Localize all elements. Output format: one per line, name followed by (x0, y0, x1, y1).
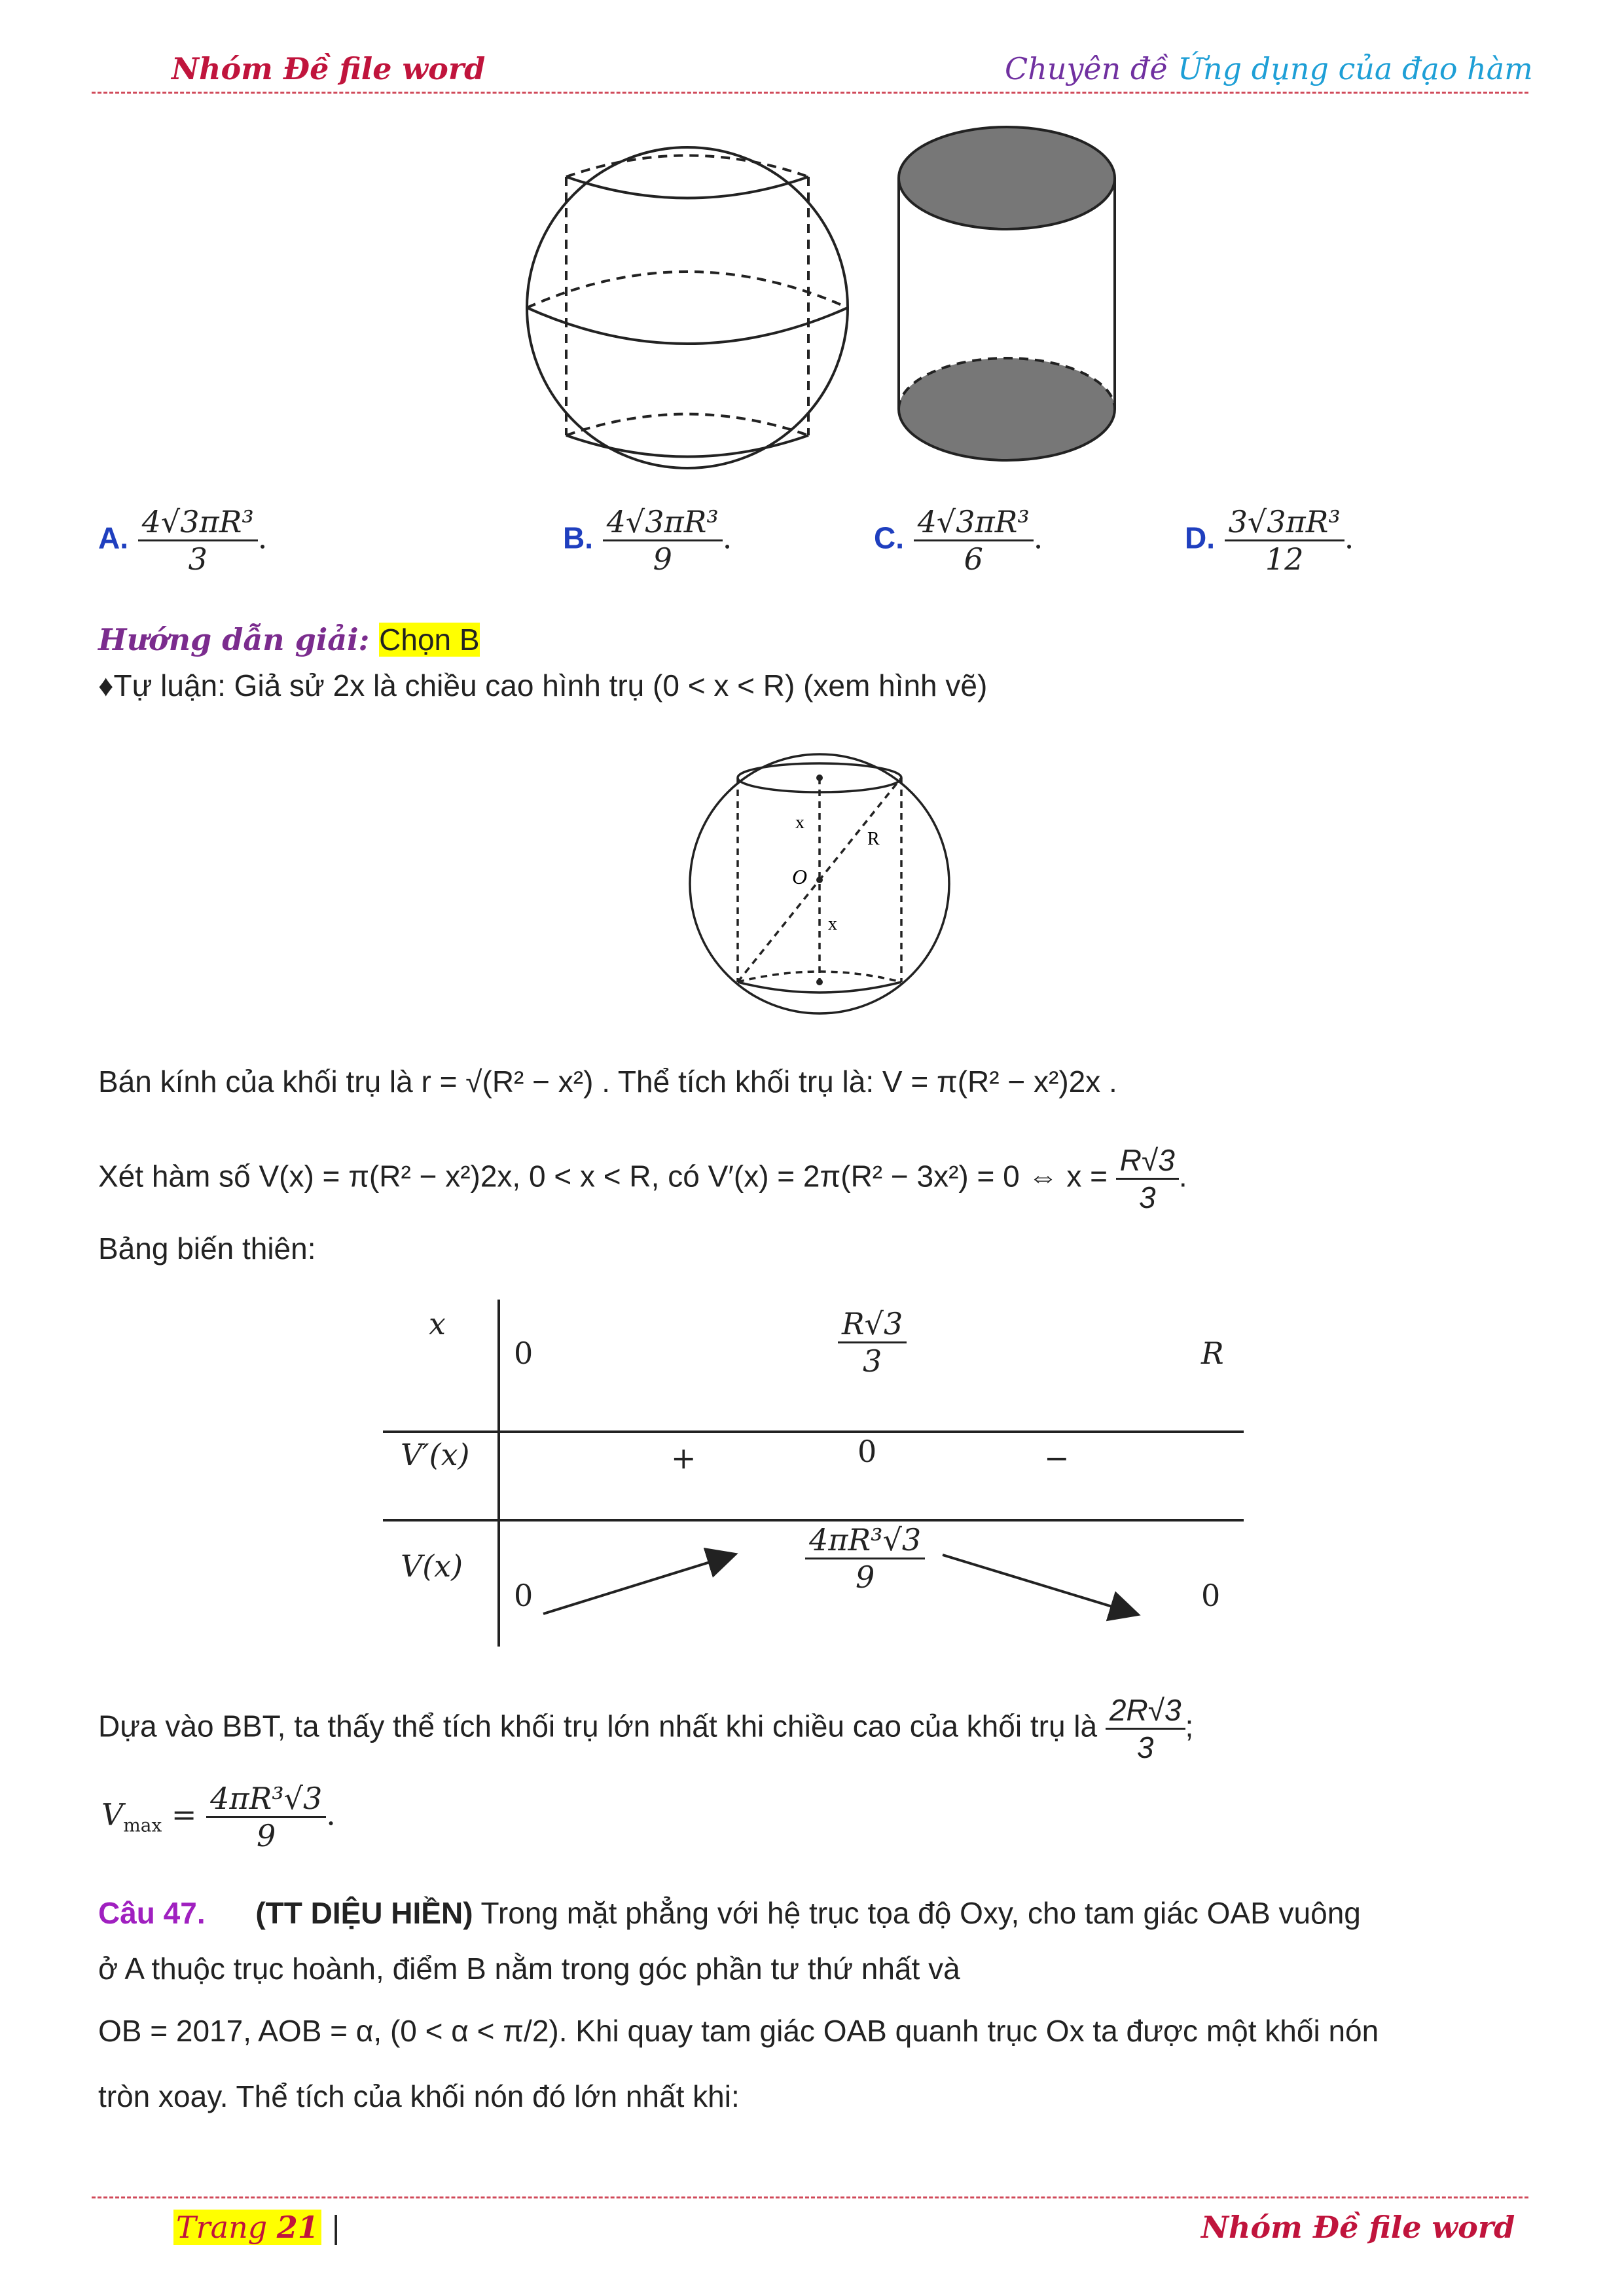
cylinder-top-front (566, 177, 808, 198)
conclusion-text: Dựa vào BBT, ta thấy thể tích khối trụ lớn nhất khi chiều cao của khối trụ là (98, 1709, 1098, 1743)
equator-front (527, 308, 848, 344)
table-x-0: 0 (514, 1336, 533, 1371)
solution-line-3: Xét hàm số V(x) = π(R² − x²)2x, 0 < x < R, có V′(x) = 2π(R² − 3x²) = 0 ⇔ x = $\frac{R√3}{3}$ . (98, 1143, 1187, 1214)
cylinder-bottom-front (566, 435, 808, 457)
vmax-line: $V_{max}$ = $\frac{\text{4πR³√3}}{9}$ . (101, 1781, 336, 1853)
solution-diagram (681, 746, 956, 1021)
option-denominator: 12 (1265, 541, 1304, 577)
diagram-label-r: R (867, 829, 880, 849)
table-x-r: R (1201, 1336, 1224, 1371)
shaded-cylinder-bottom-front (899, 409, 1115, 460)
option-d[interactable]: D. $\frac{\text{3√3πR³}}{12}$ . (1185, 504, 1354, 577)
diagram-top-center (816, 774, 823, 781)
sphere-cylinder-figure (497, 105, 1165, 517)
vmax-num: 4πR³√3 (206, 1781, 326, 1818)
question-number: Câu 47. (98, 1896, 206, 1930)
diagram-label-x-bottom: x (828, 914, 837, 934)
option-numerator: 4√3πR³ (138, 504, 258, 541)
diagram-center-o (816, 877, 823, 883)
solution-heading (98, 622, 480, 657)
option-numerator: 4√3πR³ (603, 504, 723, 541)
solution-line-3-den: 3 (1138, 1180, 1156, 1214)
table-x-mid (838, 1306, 907, 1379)
table-vertical-line (497, 1300, 500, 1647)
table-v-max-den: 9 (855, 1559, 875, 1595)
solution-line-3-text: Xét hàm số V(x) = π(R² − x²)2x, 0 < x < R, có V′(x) = 2π(R² − 3x²) = 0 ⇔ x = (98, 1159, 1108, 1194)
table-v-max-num: 4πR³√3 (805, 1522, 925, 1559)
table-v-0: 0 (514, 1578, 533, 1613)
shaded-cylinder-top (899, 127, 1115, 229)
conclusion-den: 3 (1136, 1730, 1154, 1764)
footer-rule (92, 2196, 1528, 2198)
sphere-outline (527, 147, 848, 468)
footer-left (173, 2210, 341, 2245)
option-numerator: 3√3πR³ (1225, 504, 1344, 541)
table-x-mid-num: R√3 (838, 1306, 907, 1343)
shaded-cylinder-bottom-back (899, 358, 1115, 409)
option-label: D. (1185, 520, 1215, 555)
diagram-label-o: O (792, 865, 808, 888)
equator-back (527, 272, 848, 308)
vmax-sub: max (123, 1814, 162, 1836)
arrow-increasing (543, 1555, 733, 1614)
question-line-4: tròn xoay. Thể tích của khối nón đó lớn nhất khi: (98, 2079, 740, 2113)
question-line-2: ở A thuộc trục hoành, điểm B nằm trong góc phần tư thứ nhất và (98, 1952, 960, 1986)
solution-line-1: ♦Tự luận: Giả sử 2x là chiều cao hình trụ (0 < x < R) (xem hình vẽ) (98, 668, 988, 702)
solution-title: Hướng dẫn giải: (98, 622, 370, 657)
question-source: (TT DIỆU HIỀN) (255, 1896, 473, 1930)
header-left: Nhóm Đề file word (171, 51, 486, 86)
solution-choice: Chọn B (379, 623, 480, 657)
header-right-prefix: Chuyên đề (1005, 51, 1178, 86)
diagram-bottom-center (816, 979, 823, 985)
header-rule (92, 92, 1528, 94)
option-a[interactable]: A. $\frac{\text{4√3πR³}}{3}$ . (98, 504, 268, 577)
option-b[interactable]: B. $\frac{\text{4√3πR³}}{9}$ . (563, 504, 732, 577)
footer-sep: | (321, 2210, 341, 2245)
vmax-label: V (101, 1796, 124, 1832)
option-label: A. (98, 520, 128, 555)
diagram-label-x-top: x (795, 812, 804, 833)
conclusion-num: 2R√3 (1106, 1692, 1185, 1730)
table-hline-2 (383, 1519, 1244, 1522)
option-label: B. (563, 520, 593, 555)
table-row-v-label: V(x) (401, 1548, 463, 1584)
table-dv-plus: + (671, 1440, 696, 1476)
solution-line-3-num: R√3 (1116, 1142, 1179, 1180)
option-numerator: 4√3πR³ (914, 504, 1034, 541)
option-label: C. (874, 520, 904, 555)
cylinder-bottom-back (566, 414, 808, 436)
option-denominator: 3 (188, 541, 208, 577)
footer-page-label: Trang (176, 2210, 277, 2245)
table-dv-zero: 0 (857, 1434, 877, 1469)
question-text-1: Trong mặt phẳng với hệ trục tọa độ Oxy, cho tam giác OAB vuông (480, 1896, 1361, 1930)
arrow-decreasing (943, 1555, 1136, 1614)
footer-page-num: 21 (276, 2210, 319, 2245)
question-line-1 (98, 1895, 1535, 1931)
footer-right: Nhóm Đề file word (1201, 2210, 1515, 2245)
cylinder-top-back (566, 156, 808, 177)
table-v-end: 0 (1201, 1578, 1221, 1613)
option-denominator: 6 (964, 541, 983, 577)
vmax-den: 9 (257, 1818, 276, 1853)
option-denominator: 9 (653, 541, 672, 577)
option-c[interactable]: C. $\frac{\text{4√3πR³}}{6}$ . (874, 504, 1043, 577)
table-arrows (537, 1539, 1159, 1624)
table-row-dv-label: V′(x) (401, 1437, 470, 1472)
header-right (1005, 51, 1533, 86)
conclusion-line: Dựa vào BBT, ta thấy thể tích khối trụ lớn nhất khi chiều cao của khối trụ là $\frac{2R√3}{3}$ ; (98, 1693, 1194, 1764)
solution-line-2: Bán kính của khối trụ là r = √(R² − x²) . Thể tích khối trụ là: V = π(R² − x²)2x . (98, 1065, 1117, 1099)
question-line-3: OB = 2017, AOB = α, (0 < α < π/2). Khi quay tam giác OAB quanh trục Ox ta được một khối nón (98, 2014, 1379, 2048)
header-right-highlight: Ứng dụng của đạo hàm (1178, 51, 1533, 86)
table-hline-1 (383, 1430, 1244, 1433)
table-dv-minus: − (1044, 1440, 1070, 1476)
solution-line-4: Bảng biến thiên: (98, 1231, 316, 1266)
table-row-x-label: x (429, 1306, 446, 1341)
table-x-mid-den: 3 (862, 1343, 882, 1379)
